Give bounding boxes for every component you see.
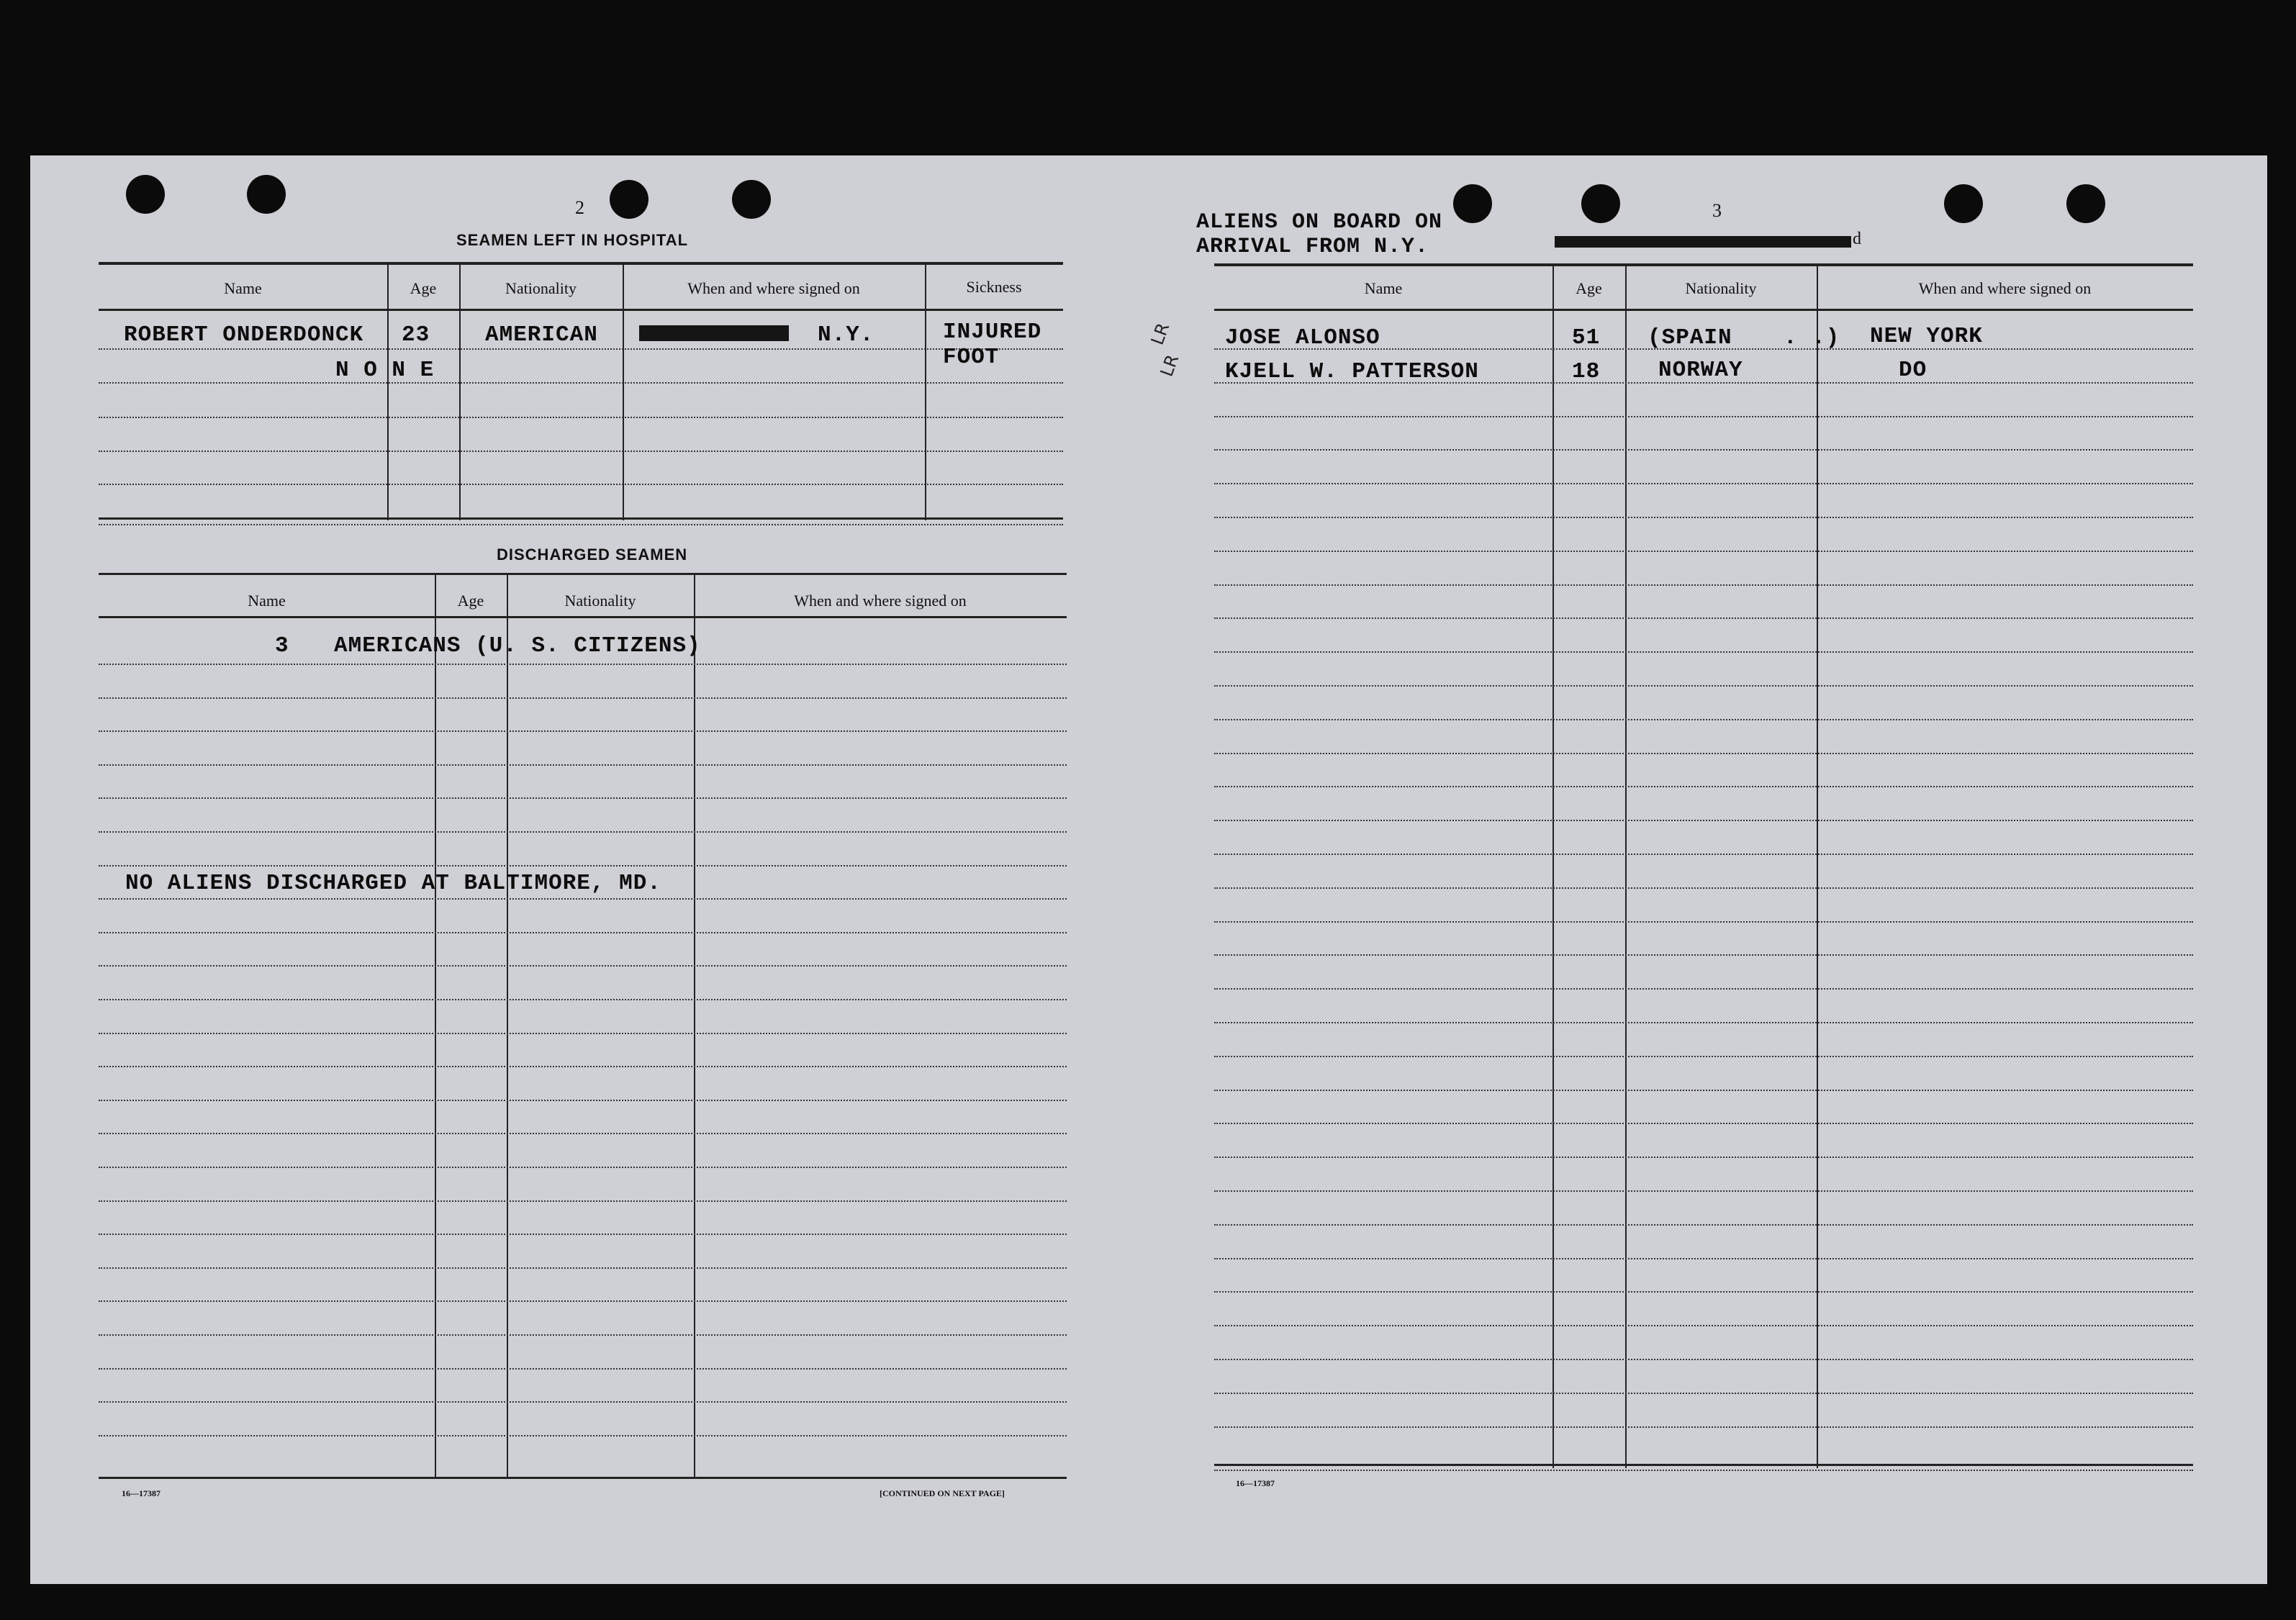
hospital-sickness-line2: FOOT <box>943 345 1000 370</box>
punch-hole <box>247 175 286 214</box>
aliens-title-line1: ALIENS ON BOARD ON <box>1196 210 1443 235</box>
margin-mark: LR <box>1156 352 1183 379</box>
row-line <box>99 797 1067 799</box>
header-name: Name <box>224 279 262 297</box>
table-bottom-rule <box>99 517 1063 520</box>
row-line <box>1214 1090 2193 1091</box>
header-age: Age <box>410 279 437 297</box>
discharged-count: 3 <box>275 633 289 659</box>
row-line <box>1214 517 2193 518</box>
row-line <box>1214 988 2193 990</box>
row-line <box>1214 1157 2193 1158</box>
row-line <box>1214 551 2193 552</box>
hospital-name: ROBERT ONDERDONCK <box>124 322 364 348</box>
header-signed-on: When and where signed on <box>1918 279 2092 297</box>
row-line <box>1214 1224 2193 1226</box>
punch-hole <box>1453 184 1492 223</box>
row-line <box>99 1100 1067 1101</box>
discharged-americans: AMERICANS (U. S. CITIZENS) <box>334 633 701 659</box>
row-line <box>1214 584 2193 586</box>
table-header-rule <box>99 309 1063 311</box>
row-line <box>99 664 1067 665</box>
column-divider <box>459 265 461 520</box>
row-line <box>99 451 1063 452</box>
row-line <box>99 764 1067 766</box>
hospital-none: N O N E <box>335 358 435 383</box>
row-line <box>1214 854 2193 855</box>
alien-row-2-age: 18 <box>1572 359 1601 384</box>
continued-note: [CONTINUED ON NEXT PAGE] <box>880 1488 1005 1498</box>
discharged-note: NO ALIENS DISCHARGED AT BALTIMORE, MD. <box>125 871 661 896</box>
alien-row-1-signed-on: NEW YORK <box>1870 324 1983 349</box>
row-line <box>1214 685 2193 687</box>
row-line <box>99 898 1067 900</box>
row-line <box>99 1066 1067 1067</box>
row-line <box>1214 1056 2193 1057</box>
row-line <box>1214 1190 2193 1192</box>
punch-hole <box>2066 184 2105 223</box>
alien-row-1-nationality-tail: . .) <box>1784 325 1840 350</box>
row-line <box>1214 820 2193 821</box>
row-line <box>99 382 1063 384</box>
row-line <box>99 965 1067 967</box>
page-number-right: 3 <box>1712 200 1722 221</box>
aliens-title-line2: ARRIVAL FROM N.Y. <box>1196 235 1429 259</box>
row-line <box>1214 617 2193 619</box>
hospital-age: 23 <box>402 322 430 348</box>
column-divider <box>1625 266 1627 1468</box>
row-line <box>99 1368 1067 1370</box>
row-line <box>1214 887 2193 889</box>
form-number-left: 16—17387 <box>122 1488 161 1498</box>
row-line <box>99 1033 1067 1034</box>
table-top-rule <box>99 262 1063 265</box>
row-line <box>1214 1291 2193 1293</box>
column-divider <box>694 575 695 1478</box>
column-divider <box>925 265 926 520</box>
column-divider <box>387 265 389 520</box>
punch-hole <box>732 180 771 219</box>
hospital-sickness-line1: INJURED <box>943 320 1042 345</box>
row-line <box>99 1167 1067 1168</box>
row-line <box>99 348 1063 350</box>
hospital-section-title: SEAMEN LEFT IN HOSPITAL <box>456 231 689 249</box>
header-age: Age <box>1576 279 1602 297</box>
alien-row-2-signed-on: DO <box>1899 358 1927 383</box>
header-signed-on: When and where signed on <box>794 592 967 610</box>
row-line <box>99 932 1067 933</box>
discharged-section-title: DISCHARGED SEAMEN <box>497 546 688 564</box>
margin-mark: LR <box>1147 320 1174 348</box>
header-name: Name <box>1364 279 1403 297</box>
row-line <box>99 1334 1067 1336</box>
row-line <box>1214 1022 2193 1023</box>
table-header-rule <box>1214 309 2193 311</box>
page-number-left: 2 <box>575 197 584 218</box>
table-bottom-rule <box>1214 1464 2193 1466</box>
table-header-rule <box>99 616 1067 618</box>
table-top-rule <box>99 573 1067 575</box>
row-line <box>1214 483 2193 484</box>
row-line <box>99 999 1067 1000</box>
row-line <box>99 1401 1067 1403</box>
column-divider <box>623 265 624 520</box>
row-line <box>99 484 1063 485</box>
table-bottom-rule <box>99 1477 1067 1479</box>
row-line <box>99 831 1067 833</box>
row-line <box>99 697 1067 699</box>
header-nationality: Nationality <box>505 279 577 297</box>
punch-hole <box>1581 184 1620 223</box>
column-divider <box>1817 266 1818 1468</box>
row-line <box>1214 348 2193 350</box>
row-line <box>1214 954 2193 956</box>
row-line <box>99 1234 1067 1235</box>
row-line <box>99 1267 1067 1269</box>
row-line <box>99 865 1067 866</box>
table-bottom-dotted <box>1214 1470 2193 1471</box>
row-line <box>1214 1123 2193 1124</box>
table-top-rule <box>1214 263 2193 266</box>
alien-row-1-nationality: (SPAIN <box>1648 325 1732 350</box>
row-line <box>99 1200 1067 1202</box>
redaction-mark <box>1555 236 1851 248</box>
punch-hole <box>1944 184 1983 223</box>
header-name: Name <box>248 592 286 610</box>
document-sheet <box>30 155 2267 1584</box>
row-line <box>1214 416 2193 417</box>
punch-hole <box>610 180 648 219</box>
header-age: Age <box>457 592 484 610</box>
row-line <box>1214 1426 2193 1428</box>
row-line <box>1214 1258 2193 1259</box>
column-divider <box>435 575 436 1478</box>
header-sickness: Sickness <box>966 278 1022 296</box>
row-line <box>99 1435 1067 1436</box>
row-line <box>1214 719 2193 720</box>
alien-row-2-nationality: NORWAY <box>1658 358 1743 383</box>
row-line <box>1214 786 2193 787</box>
aliens-title-suffix: d <box>1853 230 1861 248</box>
row-line <box>1214 449 2193 451</box>
row-line <box>1214 651 2193 653</box>
row-line <box>1214 1393 2193 1394</box>
row-line <box>1214 1359 2193 1360</box>
hospital-signed-on: N.Y. <box>818 322 874 348</box>
punch-hole <box>126 175 165 214</box>
column-divider <box>1552 266 1554 1468</box>
row-line <box>99 1300 1067 1302</box>
row-line <box>1214 382 2193 384</box>
form-number-right: 16—17387 <box>1236 1478 1275 1488</box>
row-line <box>1214 1325 2193 1326</box>
table-bottom-dotted <box>99 524 1063 525</box>
row-line <box>1214 921 2193 923</box>
header-nationality: Nationality <box>1685 279 1757 297</box>
redaction-mark <box>639 325 789 341</box>
column-divider <box>507 575 508 1478</box>
alien-row-2-name: KJELL W. PATTERSON <box>1225 359 1479 384</box>
alien-row-1-name: JOSE ALONSO <box>1225 325 1380 350</box>
header-signed-on: When and where signed on <box>687 279 860 297</box>
row-line <box>1214 753 2193 754</box>
alien-row-1-age: 51 <box>1572 325 1601 350</box>
header-nationality: Nationality <box>564 592 636 610</box>
row-line <box>99 417 1063 418</box>
hospital-nationality: AMERICAN <box>485 322 598 348</box>
row-line <box>99 1133 1067 1134</box>
row-line <box>99 730 1067 732</box>
